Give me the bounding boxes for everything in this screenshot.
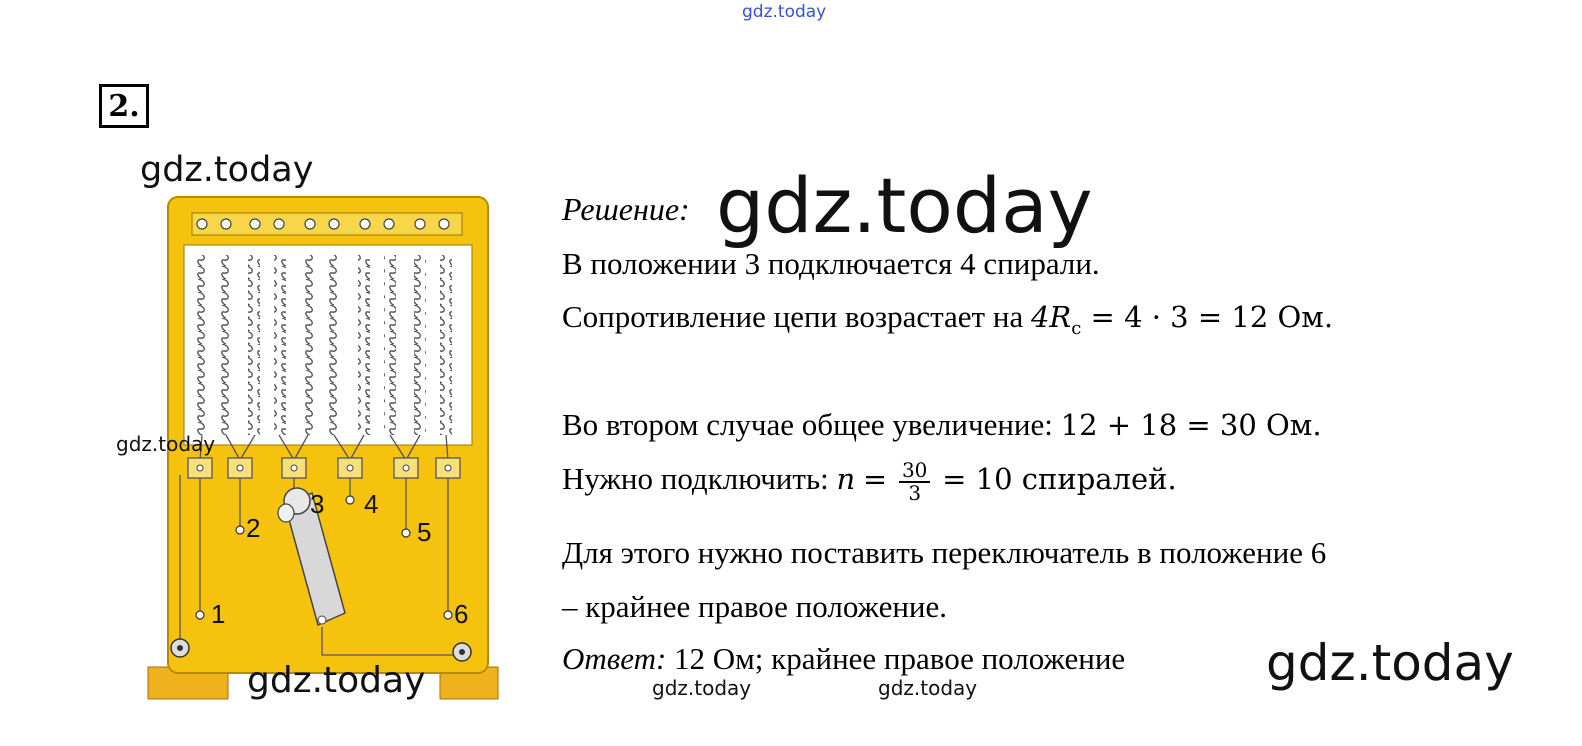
line4-eq: =: [862, 462, 888, 497]
watermark-small-2: gdz.today: [878, 676, 978, 700]
watermark-big-center: gdz.today: [716, 161, 1093, 250]
watermark-left: gdz.today: [116, 432, 216, 456]
line2-rest: = 4 · 3 = 12 Ом.: [1081, 300, 1334, 334]
solution-line-4: [562, 460, 1177, 504]
position-label-4: 4: [364, 489, 379, 519]
solution-line-1: В положении 3 подключается 4 спирали.: [562, 246, 1100, 281]
watermark-bottom-right: gdz.today: [1266, 634, 1514, 692]
position-label-2: 2: [246, 513, 261, 543]
line2-sub: c: [1071, 318, 1082, 340]
position-label-5: 5: [417, 517, 432, 547]
position-label-1: 1: [211, 599, 226, 629]
solution-line-5: Для этого нужно поставить переключатель в положение 6: [562, 535, 1327, 570]
answer-line: [562, 642, 1125, 676]
line4-var: n: [836, 462, 856, 497]
watermark-top-left: gdz.today: [140, 150, 314, 190]
position-label-3: 3: [310, 489, 325, 519]
fraction-denominator: 3: [908, 481, 922, 505]
solution-line-2: [562, 300, 1333, 339]
solution-heading: Решение:: [562, 191, 690, 227]
answer-text: 12 Ом; крайнее правое положение: [674, 641, 1126, 676]
fraction: [899, 460, 930, 504]
line4-text: Нужно подключить:: [562, 461, 829, 497]
solution-line-6: – крайнее правое положение.: [562, 589, 948, 624]
answer-label: Ответ:: [562, 641, 667, 676]
line3-math: 12 + 18 = 30 Ом.: [1060, 408, 1322, 442]
line4-rest: = 10 спиралей.: [942, 462, 1177, 497]
position-label-6: 6: [454, 599, 469, 629]
line2-text: Сопротивление цепи возрастает на: [562, 299, 1024, 334]
watermark-bottom-image: gdz.today: [247, 660, 426, 701]
solution-line-3: [562, 408, 1322, 442]
task-number: 2.: [99, 84, 149, 128]
line2-math: 4R: [1030, 300, 1072, 334]
watermark-small-1: gdz.today: [652, 676, 752, 700]
line3-text: Во втором случае общее увеличение:: [562, 407, 1053, 442]
watermark-top: gdz.today: [742, 2, 827, 22]
fraction-numerator: 30: [899, 460, 930, 483]
